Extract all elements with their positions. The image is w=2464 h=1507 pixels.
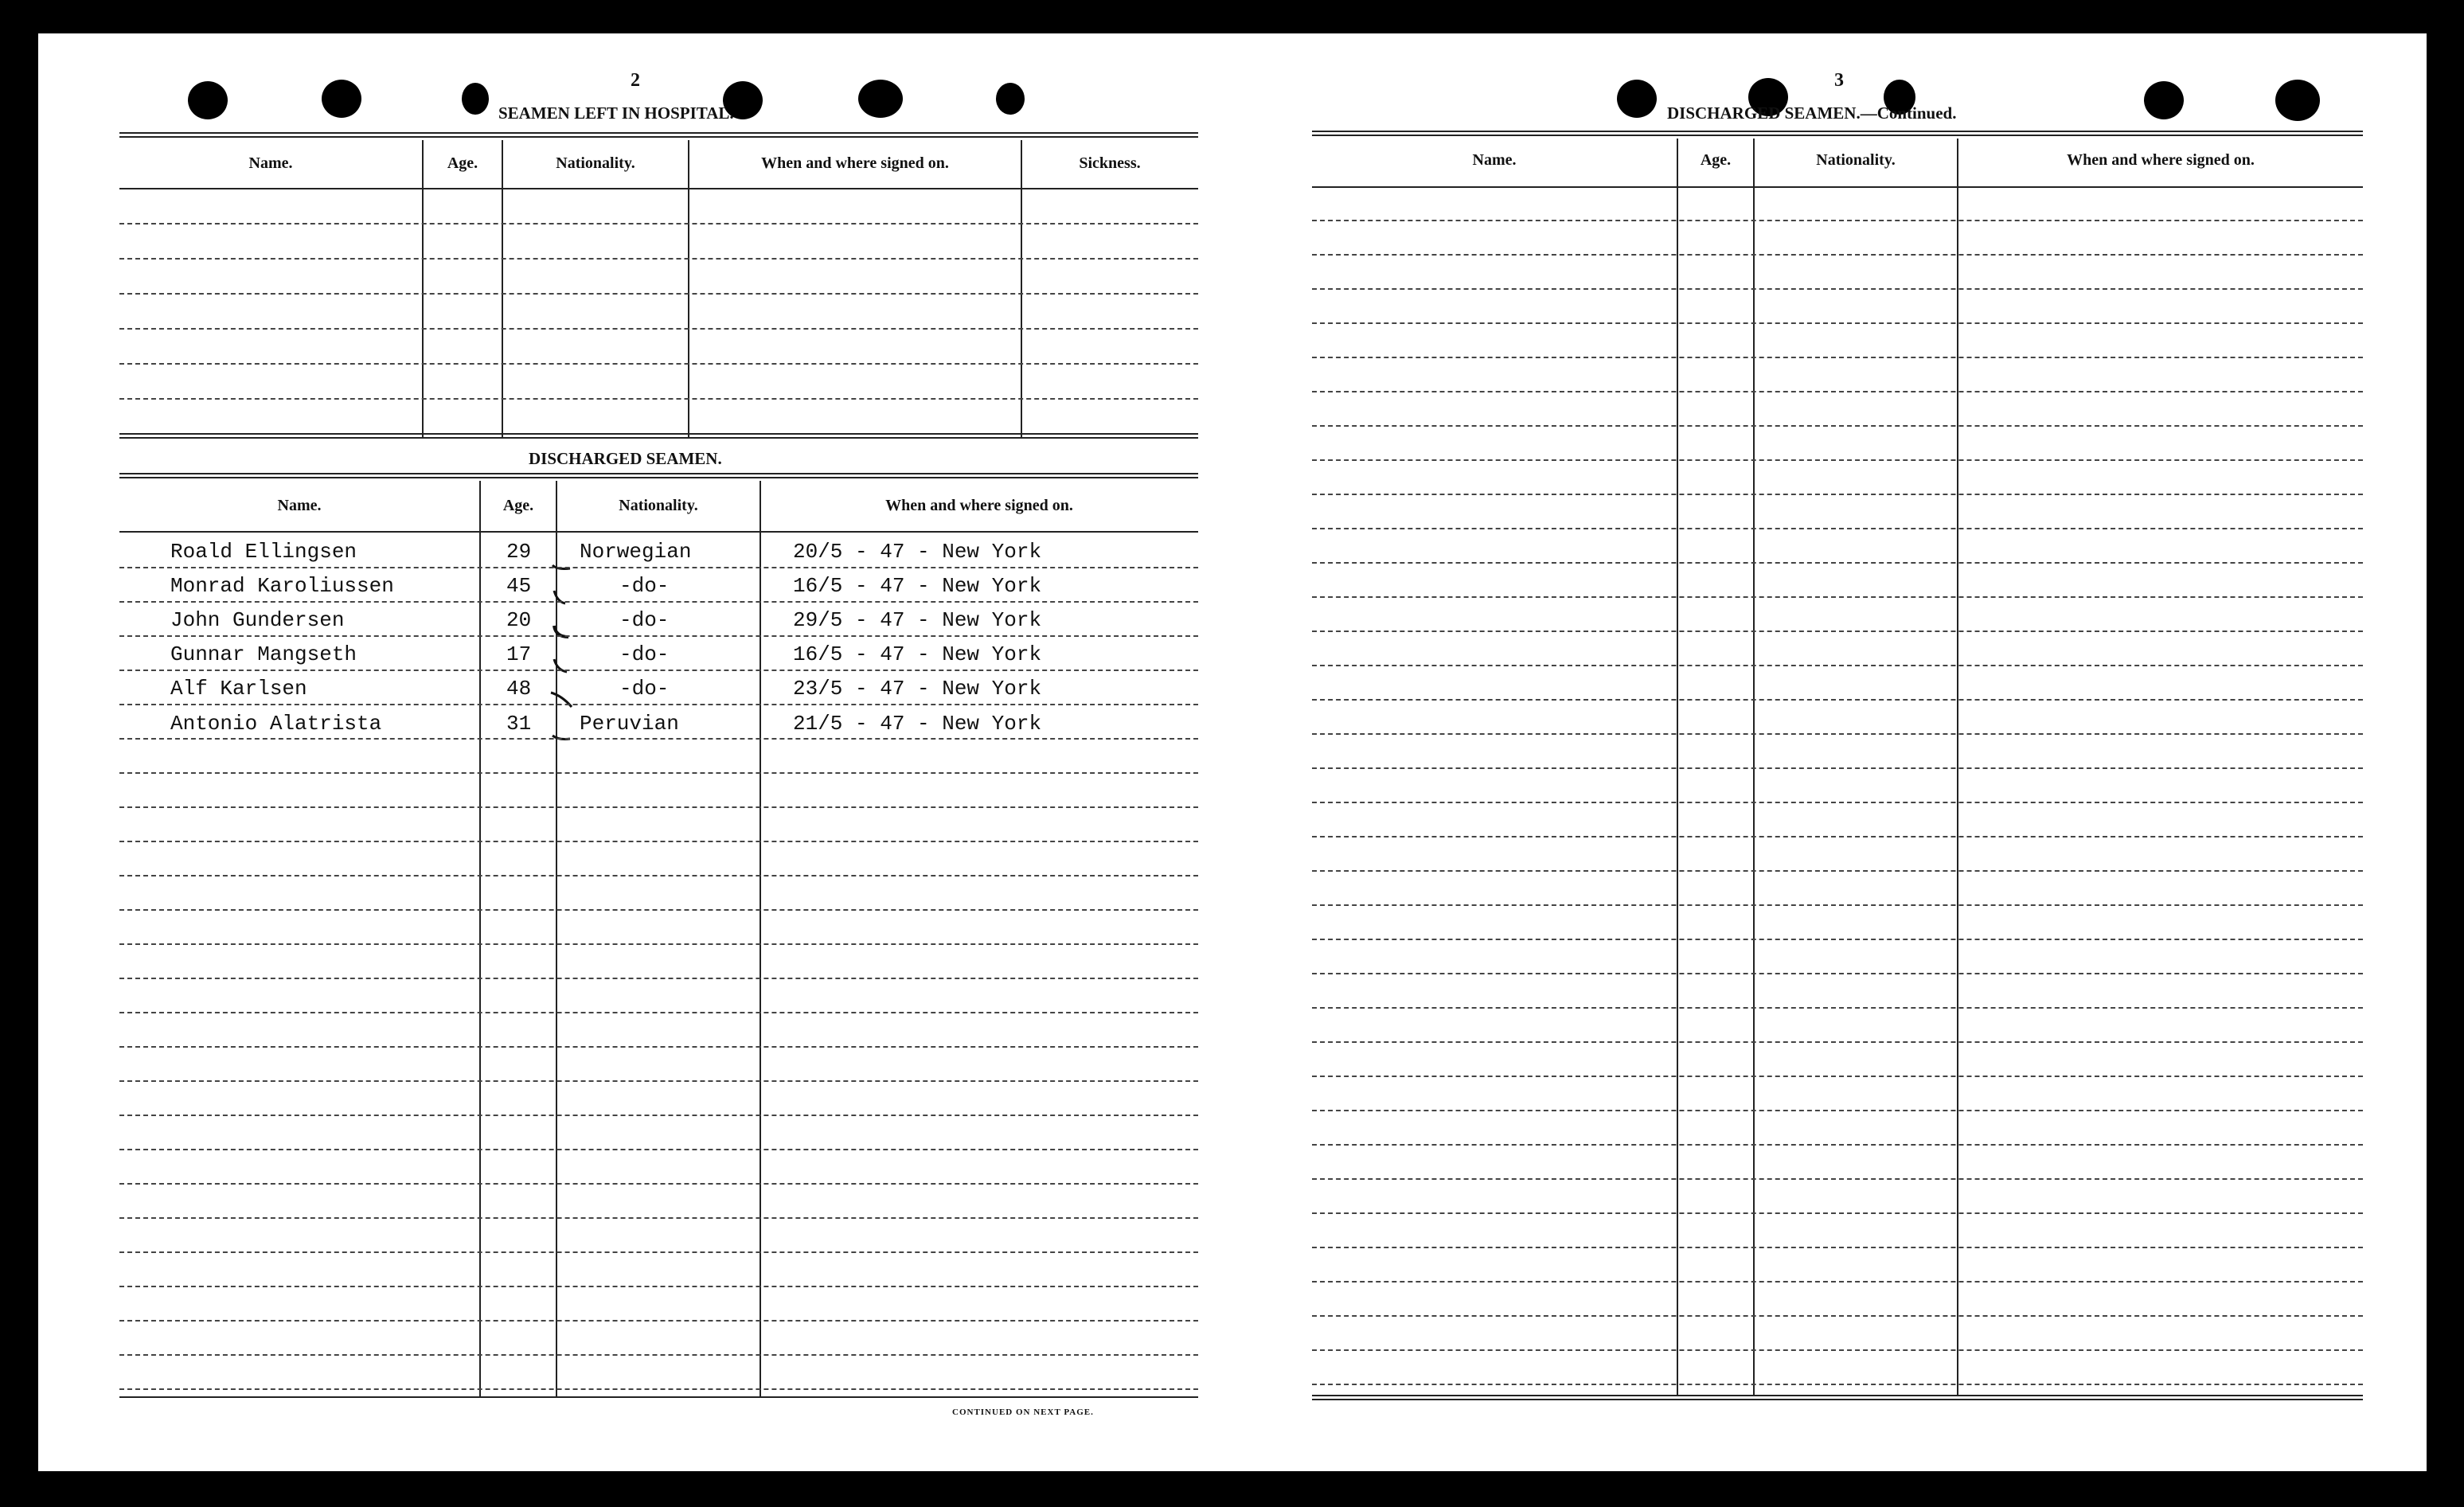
ruled-line [119,1286,1198,1287]
section-rule [119,433,1198,439]
ruled-line [1312,596,2363,598]
seaman-nationality: -do- [619,608,670,632]
seaman-nationality: -do- [619,574,670,598]
document-sheet [38,33,2427,1471]
column-divider [422,140,424,437]
ruled-line [1312,357,2363,358]
ruled-line [1312,494,2363,495]
left-page [38,33,1201,1471]
seaman-name: Monrad Karoliussen [170,574,394,598]
seaman-signed-on: 16/5 - 47 - New York [793,574,1042,598]
table-bottom-rule [1312,1395,2363,1400]
ruled-line [119,670,1198,671]
page-number: 3 [1834,70,1844,91]
ruled-line [1312,220,2363,221]
column-header-age: Age. [447,154,478,172]
ruled-line [119,909,1198,911]
ruled-line [119,1012,1198,1013]
header-underline [1312,186,2363,188]
ruled-line [119,1388,1198,1390]
seaman-age: 31 [506,712,532,736]
ruled-line [1312,904,2363,906]
table-top-rule [119,473,1198,478]
ruled-line [1312,459,2363,461]
ruled-line [119,806,1198,808]
seaman-age: 48 [506,677,532,701]
page-number: 2 [631,70,640,91]
ruled-line [1312,1315,2363,1317]
ditto-marks [548,559,611,742]
column-header-nationality: Nationality. [556,154,635,172]
ruled-line [1312,1212,2363,1214]
seaman-name: Antonio Alatrista [170,712,382,736]
ruled-line [119,635,1198,637]
seaman-name: John Gundersen [170,608,345,632]
column-header-name: Name. [277,497,322,514]
seaman-age: 17 [506,642,532,666]
seaman-signed-on: 20/5 - 47 - New York [793,540,1042,564]
seaman-age: 20 [506,608,532,632]
ruled-line [1312,973,2363,974]
ruled-line [1312,528,2363,529]
ruled-line [119,978,1198,979]
discharged-section-title: DISCHARGED SEAMEN. [529,449,722,468]
seaman-name: Alf Karlsen [170,677,307,701]
ruled-line [1312,699,2363,701]
ruled-line [119,1080,1198,1082]
ruled-line [119,704,1198,705]
ruled-line [1312,1178,2363,1180]
ruled-line [119,1354,1198,1356]
ruled-line [1312,1076,2363,1077]
column-header-sickness: Sickness. [1079,154,1141,172]
table-bottom-rule [119,1396,1198,1398]
ruled-line [1312,1110,2363,1111]
ruled-line [1312,1349,2363,1351]
seaman-age: 45 [506,574,532,598]
ruled-line [119,772,1198,774]
seaman-nationality: Peruvian [580,712,679,736]
ruled-line [1312,562,2363,564]
ruled-line [119,258,1198,260]
ruled-line [119,363,1198,365]
ruled-line [1312,254,2363,256]
ruled-line [119,223,1198,224]
ruled-line [1312,802,2363,803]
column-header-name: Name. [1472,151,1517,169]
ruled-line [1312,1007,2363,1009]
table-top-rule [119,132,1198,138]
column-header-name: Name. [248,154,293,172]
ruled-line [1312,322,2363,324]
ruled-line [1312,939,2363,940]
ruled-line [1312,425,2363,427]
ruled-line [119,328,1198,330]
ruled-line [119,943,1198,945]
continued-note: CONTINUED ON NEXT PAGE. [952,1407,1094,1417]
column-divider [1021,140,1022,437]
ruled-line [1312,1144,2363,1146]
ruled-line [119,875,1198,876]
ruled-line [119,1046,1198,1048]
ruled-line [1312,1247,2363,1248]
ruled-line [119,1115,1198,1116]
hospital-section-title: SEAMEN LEFT IN HOSPITAL. [498,103,734,123]
header-underline [119,531,1198,533]
column-divider [760,481,761,1396]
seaman-signed-on: 23/5 - 47 - New York [793,677,1042,701]
ruled-line [119,841,1198,842]
seaman-signed-on: 16/5 - 47 - New York [793,642,1042,666]
ruled-line [1312,1384,2363,1385]
seaman-signed-on: 21/5 - 47 - New York [793,712,1042,736]
right-page [1304,33,2427,1471]
ruled-line [119,601,1198,603]
column-header-signed-on: When and where signed on. [2067,151,2255,169]
ruled-line [119,1217,1198,1219]
seaman-nationality: -do- [619,642,670,666]
header-underline [119,188,1198,189]
discharged-continued-title: DISCHARGED SEAMEN.—Continued. [1667,103,1957,123]
seaman-name: Gunnar Mangseth [170,642,357,666]
column-divider [688,140,689,437]
column-divider [479,481,481,1396]
ruled-line [1312,288,2363,290]
ruled-line [119,1320,1198,1322]
ruled-line [1312,1041,2363,1043]
ruled-line [119,398,1198,400]
ruled-line [1312,391,2363,392]
ruled-line [119,1149,1198,1150]
column-header-nationality: Nationality. [1816,151,1896,169]
seaman-nationality: -do- [619,677,670,701]
ruled-line [119,293,1198,295]
ruled-line [119,1251,1198,1253]
seaman-signed-on: 29/5 - 47 - New York [793,608,1042,632]
ruled-line [1312,665,2363,666]
seaman-age: 29 [506,540,532,564]
ruled-line [1312,836,2363,837]
column-divider [502,140,503,437]
ruled-line [1312,1281,2363,1283]
ruled-line [1312,733,2363,735]
ruled-line [119,1183,1198,1185]
ruled-line [1312,631,2363,632]
ruled-line [119,738,1198,740]
column-header-age: Age. [1700,151,1732,169]
ruled-line [1312,870,2363,872]
column-header-signed-on: When and where signed on. [761,154,949,172]
column-header-signed-on: When and where signed on. [885,497,1073,514]
seaman-name: Roald Ellingsen [170,540,357,564]
table-top-rule [1312,131,2363,136]
column-header-age: Age. [502,497,534,514]
ruled-line [119,567,1198,568]
seaman-nationality: Norwegian [580,540,692,564]
column-header-nationality: Nationality. [619,497,698,514]
ruled-line [1312,767,2363,769]
